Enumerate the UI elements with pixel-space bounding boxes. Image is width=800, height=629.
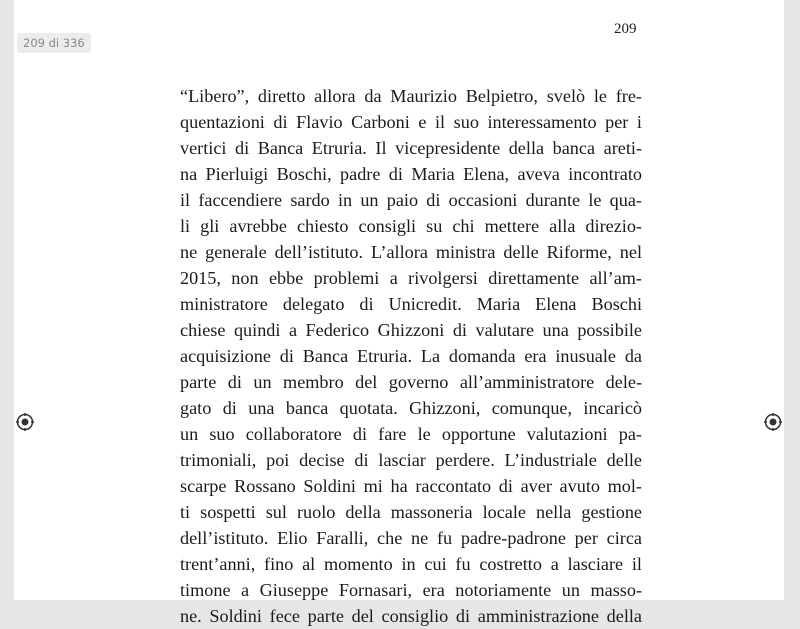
text-line: timone a Giuseppe Fornasari, era notoriamente un masso- bbox=[180, 580, 642, 600]
text-line: gato di una banca quotata. Ghizzoni, comunque, incaricò bbox=[180, 398, 642, 418]
text-line: ministratore delegato di Unicredit. Maria Elena Boschi bbox=[180, 294, 642, 314]
book-page[interactable] bbox=[14, 0, 784, 626]
text-line: ne. Soldini fece parte del consiglio di amministrazione della bbox=[180, 606, 642, 626]
page-indicator: 209 di 336 bbox=[17, 33, 91, 53]
crosshair-handle-icon[interactable] bbox=[764, 413, 782, 431]
text-line: scarpe Rossano Soldini mi ha raccontato di aver avuto mol- bbox=[180, 476, 642, 496]
text-line: trimoniali, poi decise di lasciar perdere. L’industriale delle bbox=[180, 450, 642, 470]
text-line: na Pierluigi Boschi, padre di Maria Elena, aveva incontrato bbox=[180, 164, 642, 184]
page-number: 209 bbox=[614, 21, 637, 37]
page-body-text bbox=[180, 83, 642, 629]
crosshair-handle-icon[interactable] bbox=[16, 413, 34, 431]
text-line: vertici di Banca Etruria. Il vicepresidente della banca areti- bbox=[180, 138, 642, 158]
text-line: ne generale dell’istituto. L’allora ministra delle Riforme, nel bbox=[180, 242, 642, 262]
text-line: il faccendiere sardo in un paio di occasioni durante le qua- bbox=[180, 190, 642, 210]
text-line: chiese quindi a Federico Ghizzoni di valutare una possibile bbox=[180, 320, 642, 340]
text-line: parte di un membro del governo all’amministratore dele- bbox=[180, 372, 642, 392]
text-line: trent’anni, fino al momento in cui fu costretto a lasciare il bbox=[180, 554, 642, 574]
text-line: 2015, non ebbe problemi a rivolgersi direttamente all’am- bbox=[180, 268, 642, 288]
text-line: li gli avrebbe chiesto consigli su chi mettere alla direzio- bbox=[180, 216, 642, 236]
text-line: “Libero”, diretto allora da Maurizio Belpietro, svelò le fre- bbox=[180, 86, 642, 106]
text-line: quentazioni di Flavio Carboni e il suo interessamento per i bbox=[180, 112, 642, 132]
text-line: dell’istituto. Elio Faralli, che ne fu padre-padrone per circa bbox=[180, 528, 642, 548]
text-line: un suo collaboratore di fare le opportune valutazioni pa- bbox=[180, 424, 642, 444]
text-line: acquisizione di Banca Etruria. La domanda era inusuale da bbox=[180, 346, 642, 366]
text-line: ti sospetti sul ruolo della massoneria locale nella gestione bbox=[180, 502, 642, 522]
